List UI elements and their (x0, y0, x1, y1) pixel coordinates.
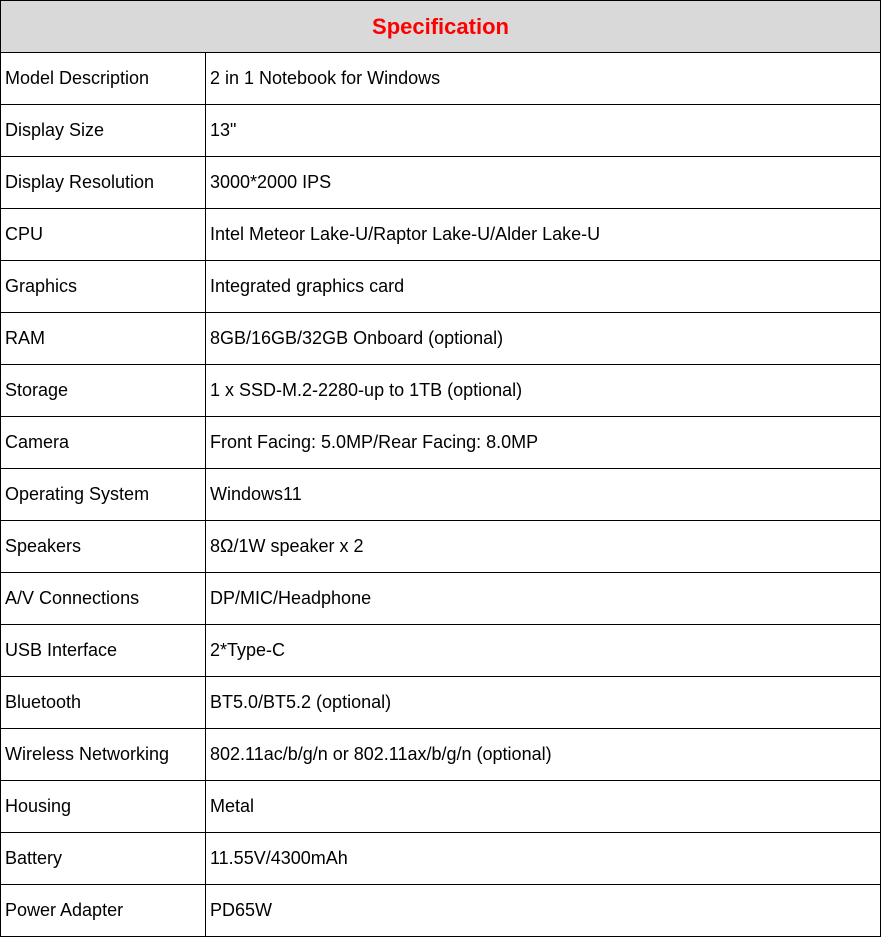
table-row (1, 677, 881, 729)
spec-label: Display Size (1, 105, 206, 157)
spec-value: 3000*2000 IPS (206, 157, 881, 209)
table-row (1, 53, 881, 105)
table-row (1, 417, 881, 469)
spec-value: 2 in 1 Notebook for Windows (206, 53, 881, 105)
spec-value: Front Facing: 5.0MP/Rear Facing: 8.0MP (206, 417, 881, 469)
table-row (1, 885, 881, 937)
table-row (1, 729, 881, 781)
table-row (1, 573, 881, 625)
spec-label: USB Interface (1, 625, 206, 677)
spec-value: Intel Meteor Lake-U/Raptor Lake-U/Alder Lake-U (206, 209, 881, 261)
spec-label: Speakers (1, 521, 206, 573)
spec-label: Graphics (1, 261, 206, 313)
header-row (1, 1, 881, 53)
spec-label: Display Resolution (1, 157, 206, 209)
table-title: Specification (1, 1, 881, 53)
table-row (1, 209, 881, 261)
spec-value: Windows11 (206, 469, 881, 521)
spec-label: RAM (1, 313, 206, 365)
spec-label: A/V Connections (1, 573, 206, 625)
table-row (1, 157, 881, 209)
spec-value: 1 x SSD-M.2-2280-up to 1TB (optional) (206, 365, 881, 417)
table-row (1, 521, 881, 573)
table-row (1, 625, 881, 677)
spec-label: Power Adapter (1, 885, 206, 937)
spec-value: 11.55V/4300mAh (206, 833, 881, 885)
spec-label: Wireless Networking (1, 729, 206, 781)
spec-value: Metal (206, 781, 881, 833)
spec-label: Bluetooth (1, 677, 206, 729)
spec-label: Storage (1, 365, 206, 417)
spec-label: Housing (1, 781, 206, 833)
table-row (1, 833, 881, 885)
spec-label: Camera (1, 417, 206, 469)
spec-label: Model Description (1, 53, 206, 105)
table-row (1, 469, 881, 521)
spec-label: CPU (1, 209, 206, 261)
spec-label: Operating System (1, 469, 206, 521)
spec-value: Integrated graphics card (206, 261, 881, 313)
table-row (1, 105, 881, 157)
spec-value: 2*Type-C (206, 625, 881, 677)
table-row (1, 781, 881, 833)
spec-value: PD65W (206, 885, 881, 937)
spec-value: DP/MIC/Headphone (206, 573, 881, 625)
table-row (1, 365, 881, 417)
spec-value: 13" (206, 105, 881, 157)
spec-value: 8GB/16GB/32GB Onboard (optional) (206, 313, 881, 365)
spec-value: 802.11ac/b/g/n or 802.11ax/b/g/n (optional) (206, 729, 881, 781)
spec-value: 8Ω/1W speaker x 2 (206, 521, 881, 573)
spec-value: BT5.0/BT5.2 (optional) (206, 677, 881, 729)
table-row (1, 313, 881, 365)
table-row (1, 261, 881, 313)
spec-label: Battery (1, 833, 206, 885)
